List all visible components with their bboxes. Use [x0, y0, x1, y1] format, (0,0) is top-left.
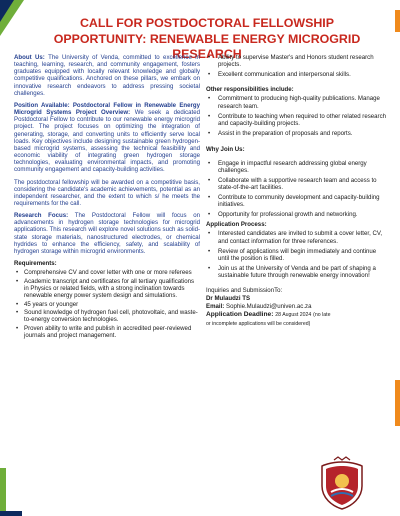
deadline-note-2: or incomplete applications will be considered) [206, 320, 311, 327]
list-item: • Join us at the University of Venda and be part of shaping a sustainable future through renewable energy innovation! [206, 265, 388, 279]
contact-name: Dr Mulaudzi TS [206, 295, 251, 303]
inquiries-label: Inquiries and SubmissionTo: [206, 286, 283, 294]
list-item: • Ability to supervise Master's and Honors student research projects. [206, 54, 388, 68]
deadline-label: Application Deadline: [206, 311, 274, 319]
list-item: • Academic transcript and certificates for all tertiary qualifications in Physics or related fields, with a strong inclination towards renewable energy power system design and simulations. [14, 278, 200, 299]
fellowship-paragraph: The postdoctoral fellowship will be awarded on a competitive basis, considering the candidate's academic achievements, potential as an independent researcher, and the extent to which s/ he meets the requirements for the call. [14, 178, 200, 207]
position-label: Position Available: Postdoctoral Fellow in Renewable Energy Microgrid Systems Project Overview: [14, 101, 200, 117]
other-responsibilities-list [206, 95, 388, 136]
position-paragraph [14, 102, 200, 174]
contact-email-line [206, 303, 388, 310]
list-item: • Proven ability to write and publish in accredited peer-reviewed journals and project management. [14, 325, 200, 339]
requirements-list [14, 269, 200, 339]
application-process-list [206, 230, 388, 279]
contact-block [206, 287, 388, 328]
university-crest-logo [314, 456, 370, 510]
list-item: • Review of applications will begin immediately and continue until the position is filled. [206, 248, 388, 262]
requirements-heading: Requirements: [14, 260, 57, 268]
about-text: The University of Venda, committed to excellence in teaching, learning, research, and community engagement, fosters graduates equipped with locally relevant knowledge and globally competitive qualifications. Anchored on these pillars, we embark on innovative research endeavors to address pressing societal challenges. [14, 54, 200, 97]
list-item: • Contribute to teaching when required to other related research and capacity-building projects. [206, 113, 388, 127]
email-label: Email: [206, 303, 225, 311]
edge-decoration-orange-top [395, 10, 400, 32]
why-join-heading: Why Join Us: [206, 145, 245, 153]
research-focus-paragraph [14, 212, 200, 255]
title-line-2: OPPORTUNITY: RENEWABLE ENERGY MICROGRID RESEARCH [53, 31, 361, 61]
list-item: • Engage in impactful research addressing global energy challenges. [206, 160, 388, 174]
list-item: • Contribute to community development and capacity-building initiatives. [206, 194, 388, 208]
list-item: • Assist in the preparation of proposals and reports. [206, 130, 388, 137]
right-column [206, 54, 388, 329]
deadline-date: 28 August 2024 [275, 312, 312, 319]
about-paragraph [14, 54, 200, 97]
research-focus-label: Research Focus: [14, 212, 69, 220]
application-process-heading: Application Process: [206, 221, 267, 229]
edge-decoration-green-bottom [0, 468, 6, 516]
edge-decoration-orange-right [395, 380, 400, 426]
list-item: • Opportunity for professional growth and networking. [206, 211, 388, 218]
position-text: We seek a dedicated Postdoctoral Fellow to contribute to our renewable energy microgrid project. The project focuses on optimizing the integration of generating, storage, and converting units to efficiently serve local loads. Key objectives include designing sustainable green hydrogen-based microgrid systems, assessing the technical feasibility and economic viability of integrating green hydrogen storage technologies, evaluating environmental impacts, and promoting community engagement and capacity-building activities. [14, 109, 200, 174]
list-item: • 45 years or younger [14, 301, 200, 308]
other-responsibilities-heading: Other responsibilities include: [206, 86, 294, 94]
about-label: About Us: [14, 54, 45, 61]
email-link[interactable]: Sophie.Mulaudzi@univen.ac.za [226, 303, 312, 311]
list-item: • Commitment to producing high-quality publications. Manage research team. [206, 95, 388, 109]
list-item: • Sound knowledge of hydrogen fuel cell, photovoltaic, and waste-to-energy conversion technologies. [14, 309, 200, 323]
research-focus-text: The Postdoctoral Fellow will focus on advancements in hydrogen storage technologies for microgrid applications. This research will explore novel solutions such as solid-state storage materials, nanostructured electrodes, or chemical hydrides to enhance the efficiency, safety, and scalability of hydrogen storage within microgrid environments. [14, 212, 200, 255]
list-item: • Excellent communication and interpersonal skills. [206, 71, 388, 78]
edge-decoration-navy-bottom [0, 511, 22, 516]
title-line-1: CALL FOR POSTDOCTORAL FELLOWSHIP [79, 16, 334, 30]
left-column [14, 54, 200, 341]
why-join-list [206, 160, 388, 218]
requirements-continued-list [206, 54, 388, 78]
list-item: • Interested candidates are invited to submit a cover letter, CV, and contact information for three references. [206, 230, 388, 244]
list-item: • Collaborate with a supportive research team and access to state-of-the-art facilities. [206, 177, 388, 191]
list-item: • Comprehensive CV and cover letter with one or more referees [14, 269, 200, 276]
deadline-note-1: (no late [313, 312, 331, 319]
deadline-line [206, 311, 388, 319]
